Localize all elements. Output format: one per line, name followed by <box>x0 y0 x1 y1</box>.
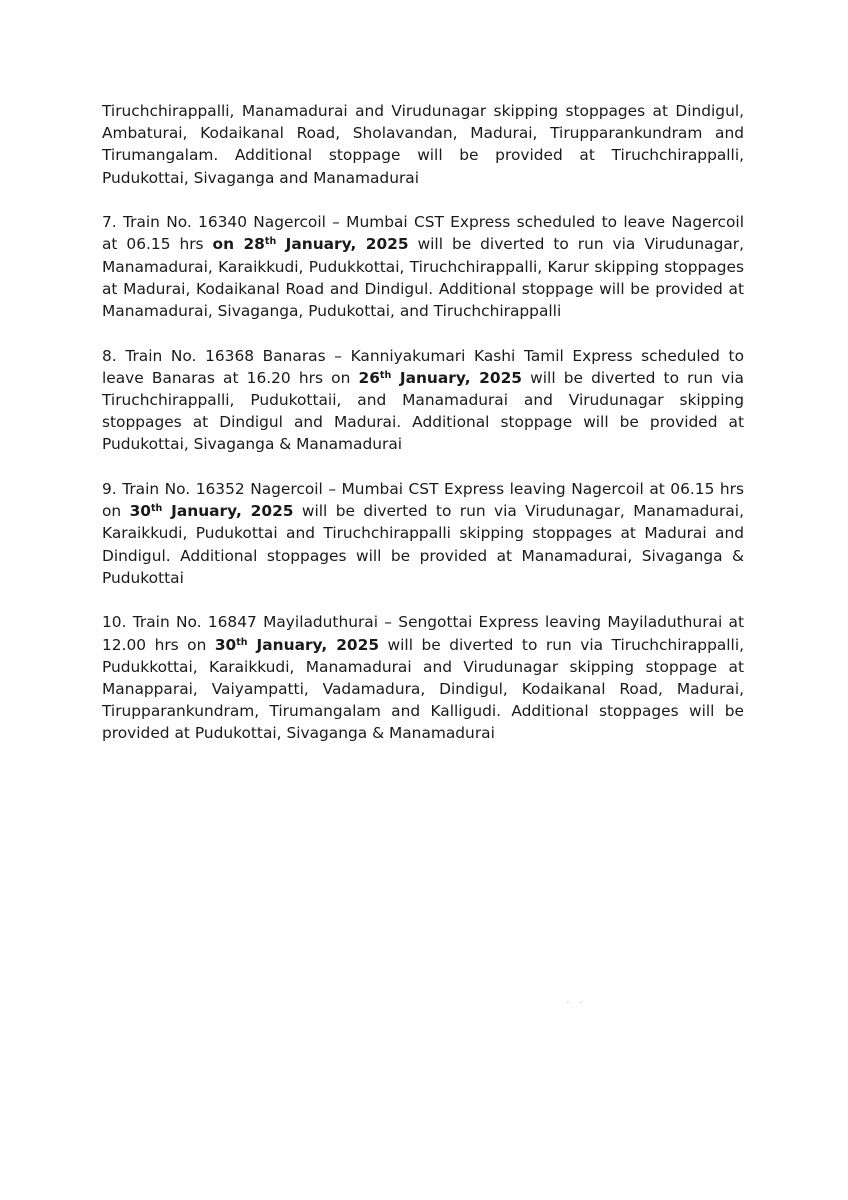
paragraph-text: 10. Train No. 16847 Mayiladuthurai – Sengottai Express leaving Mayiladuthurai at 12.00 hrs on <box>102 613 744 654</box>
paragraph-text: 8. Train No. 16368 Banaras – Kanniyakumari Kashi Tamil Express scheduled to leave Banaras at 16.20 hrs on <box>102 346 744 387</box>
emphasized-date: 30 <box>129 502 151 521</box>
emphasized-date: January, 2025 <box>162 502 294 521</box>
scan-speck: · <box>580 1000 582 1007</box>
paragraph-continuation <box>102 100 744 189</box>
ordinal-suffix: th <box>150 503 163 515</box>
paragraph-train-16847 <box>102 611 744 744</box>
paragraph-text: will be diverted to run via Virudunagar, Manamadurai, Karaikkudi, Pudukottai and Tiruchchirappalli skipping stoppages at Madurai and Dindigul. Additional stoppages will be provided at Manamadurai, Sivaganga & Pudukottai <box>102 502 744 587</box>
paragraph-text: Tiruchchirappalli, Manamadurai and Virudunagar skipping stoppages at Dindigul, Ambaturai, Kodaikanal Road, Sholavandan, Madurai, Tirupparankundram and Tirumangalam. Additional stoppage will be provided at Tiruchchirappalli, Pudukottai, Sivaganga and Manamadurai <box>102 102 744 187</box>
document-body <box>102 100 744 767</box>
paragraph-text: will be diverted to run via Tiruchchirappalli, Pudukkottai, Karaikkudi, Manamadurai and Virudunagar skipping stoppage at Manapparai, Vaiyampatti, Vadamadura, Dindigul, Kodaikanal Road, Madurai, Tirupparankundram, Tirumangalam and Kalligudi. Additional stoppages will be provided at Pudukottai, Sivaganga & Manamadurai <box>102 635 744 743</box>
paragraph-text: will be diverted to run via Tiruchchirappalli, Pudukottaii, and Manamadurai and Virudunagar skipping stoppages at Dindigul and Madurai. Additional stoppage will be provided at Pudukottai, Sivaganga & Manamadurai <box>102 368 744 454</box>
ordinal-suffix: th <box>379 369 392 381</box>
emphasized-date: January, 2025 <box>247 635 380 654</box>
scan-speck: · <box>567 1000 569 1007</box>
emphasized-date: on 28 <box>212 235 265 254</box>
paragraph-text: will be diverted to run via Virudunagar, Manamadurai, Karaikkudi, Pudukkottai, Tiruchchirappalli, Karur skipping stoppages at Madurai, Kodaikanal Road and Dindigul. Additional stoppage will be provided at Manamadurai, Sivaganga, Pudukottai, and Tiruchchirappalli <box>102 235 745 321</box>
paragraph-train-16340 <box>102 211 744 322</box>
ordinal-suffix: th <box>264 236 277 248</box>
emphasized-date: January, 2025 <box>276 235 409 254</box>
paragraph-train-16352 <box>102 478 744 589</box>
paragraph-text: 7. Train No. 16340 Nagercoil – Mumbai CST Express scheduled to leave Nagercoil at 06.15 hrs <box>102 213 744 254</box>
emphasized-date: January, 2025 <box>391 368 523 387</box>
emphasized-date: 26 <box>358 368 380 387</box>
emphasized-date: 30 <box>214 635 237 654</box>
paragraph-text: 9. Train No. 16352 Nagercoil – Mumbai CST Express leaving Nagercoil at 06.15 hrs on <box>102 480 744 521</box>
paragraph-train-16368 <box>102 345 744 456</box>
ordinal-suffix: th <box>236 636 248 648</box>
